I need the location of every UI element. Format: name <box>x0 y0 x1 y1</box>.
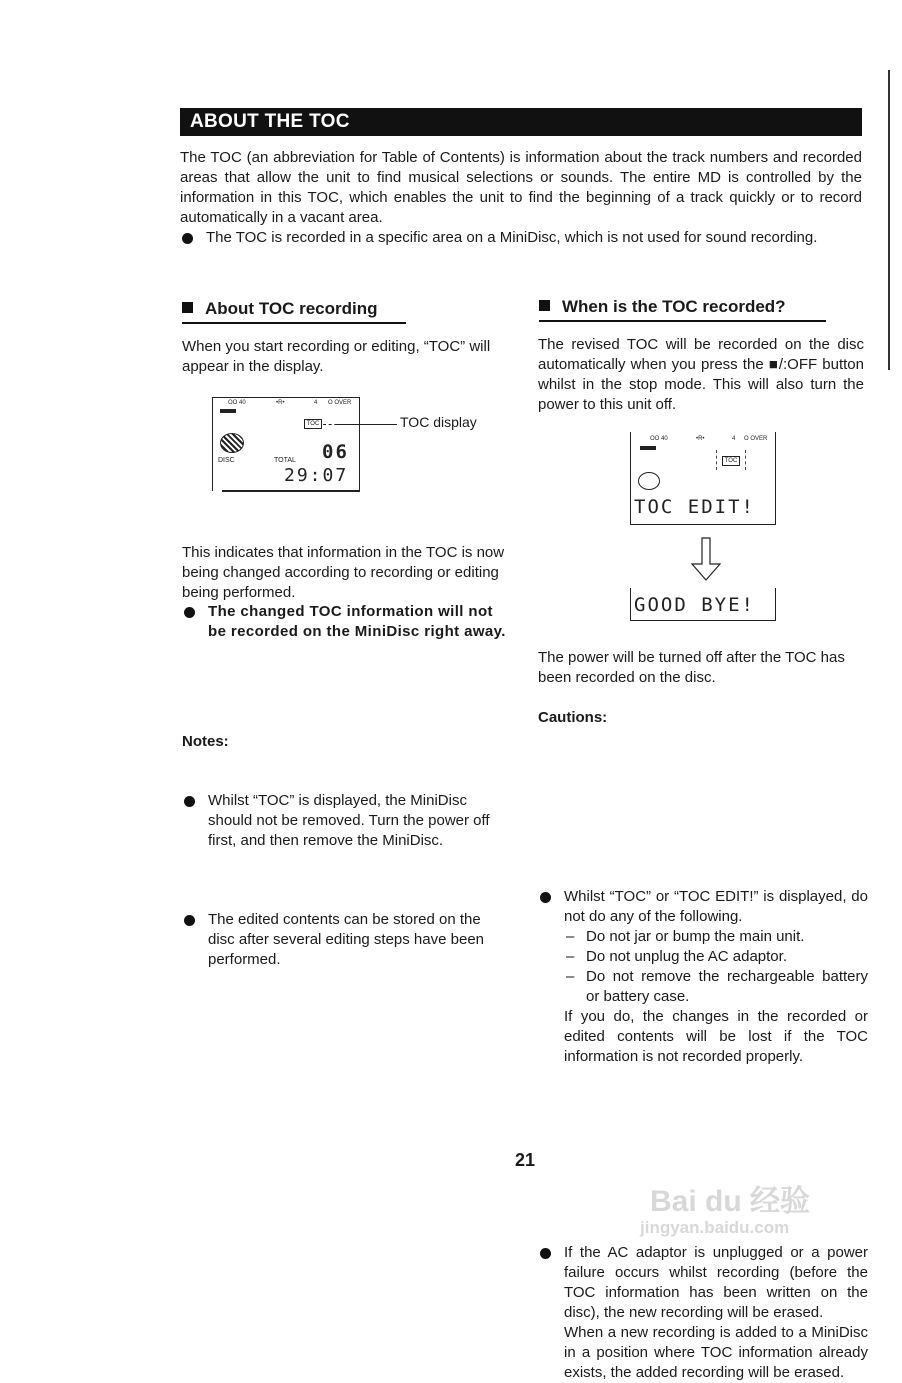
lcd-toc-tag-blinking: TOC <box>722 456 740 466</box>
right-heading-underline <box>539 320 826 322</box>
caution-item <box>538 1243 868 1383</box>
lcd-message: GOOD BYE! <box>634 594 755 616</box>
note-text: Whilst “TOC” is displayed, the MiniDisc should not be removed. Turn the power off first, and then remove the MiniDisc. <box>208 792 490 849</box>
intro-bullet <box>180 228 862 248</box>
lcd-top-num: 4 <box>314 400 318 406</box>
square-bullet-icon <box>539 300 550 311</box>
bullet-dot-icon <box>184 796 195 807</box>
square-bullet-icon <box>182 302 193 313</box>
bullet-dot-icon <box>540 1248 551 1259</box>
lcd-track-count: 06 <box>322 441 349 463</box>
blink-rays-icon <box>716 450 746 470</box>
lcd-top-num: 4 <box>732 436 736 442</box>
caution-dash-text: Do not jar or bump the main unit. <box>586 928 805 945</box>
lcd-top-left: OO 40 <box>650 436 668 442</box>
left-heading-underline <box>182 322 406 324</box>
scan-edge-line <box>888 70 890 370</box>
right-heading-text: When is the TOC recorded? <box>562 297 786 316</box>
lcd-disc-label: DISC <box>218 457 235 464</box>
watermark-logo: Bai du 经验 <box>650 1185 811 1218</box>
lcd-total-time: 29:07 <box>284 465 349 486</box>
power-text: The power will be turned off after the TOC has been recorded on the disc. <box>538 649 845 686</box>
toc-display-label: TOC display <box>400 414 477 430</box>
caution-dash-item: – Do not remove the rechargeable battery or battery case. <box>566 968 868 1005</box>
lcd-top-mid: •R• <box>696 436 705 442</box>
page-number: 21 <box>515 1150 536 1170</box>
intro-bullet-text: The TOC is recorded in a specific area on a MiniDisc, which is not used for sound recording. <box>206 229 818 246</box>
left-indicates-text: This indicates that information in the TOC is now being changed according to recording or editing being performed. <box>182 544 505 601</box>
note-item <box>182 791 510 851</box>
caution-dash-text: Do not remove the rechargeable battery or battery case. <box>586 968 868 1005</box>
caution-text: Whilst “TOC” or “TOC EDIT!” is displayed, do not do any of the following. <box>564 888 868 925</box>
lcd-top-left: OO 40 <box>228 400 246 406</box>
toc-display-figure <box>212 397 362 493</box>
bullet-dot-icon <box>184 607 195 618</box>
caution-followup-text: If you do, the changes in the recorded or edited contents will be lost if the TOC information is not recorded properly. <box>564 1008 868 1065</box>
bullet-dot-icon <box>540 892 551 903</box>
lcd-bottom-line <box>222 490 360 492</box>
caution-dash-item: – Do not jar or bump the main unit. <box>566 928 805 945</box>
intro-block <box>180 148 862 248</box>
lcd-total-label: TOTAL <box>274 457 296 464</box>
caution-item <box>538 887 868 1067</box>
notes-title: Notes: <box>182 733 229 750</box>
right-intro-text: The revised TOC will be recorded on the disc automatically when you press the ■/:OFF button whilst in the stop mode. This will also turn the power to this unit off. <box>538 336 864 413</box>
lcd-level-bar <box>640 446 656 450</box>
lcd-toc-tag: TOC <box>304 419 322 429</box>
note-text: The edited contents can be stored on the disc after several editing steps have been performed. <box>208 911 484 968</box>
caution-dash-text: Do not unplug the AC adaptor. <box>586 948 787 965</box>
lcd-top-mid: •R• <box>276 400 285 406</box>
left-heading <box>182 299 378 319</box>
right-heading <box>539 297 786 317</box>
toc-display-pointer <box>335 424 397 425</box>
watermark-url: jingyan.baidu.com <box>640 1218 790 1237</box>
left-bold-bullet <box>182 602 512 642</box>
cautions-title: Cautions: <box>538 709 608 726</box>
section-banner <box>180 108 862 136</box>
good-bye-display <box>630 588 778 624</box>
caution-followup-text: When a new recording is added to a MiniDisc in a position where TOC information already exists, the added recording will be erased. <box>564 1324 868 1381</box>
arrow-down-icon <box>690 536 724 582</box>
toc-edit-display <box>630 432 778 528</box>
bullet-dot-icon <box>182 233 193 244</box>
banner-title: ABOUT THE TOC <box>190 111 350 132</box>
left-heading-text: About TOC recording <box>205 299 378 318</box>
bullet-dot-icon <box>184 915 195 926</box>
lcd-level-bar <box>220 409 236 413</box>
disc-outline-icon <box>638 472 660 490</box>
left-intro-text: When you start recording or editing, “TOC” will appear in the display. <box>182 338 491 375</box>
intro-paragraph: The TOC (an abbreviation for Table of Contents) is information about the track numbers and recorded areas that allow the unit to find musical selections or sounds. The entire MD is controlled by the information in this TOC, which enables the unit to find the beginning of a track quickly or to record automatically in a vacant area. <box>180 149 862 226</box>
note-item <box>182 910 510 970</box>
caution-text: If the AC adaptor is unplugged or a power failure occurs whilst recording (before the TOC information has been written on the disc), the new recording will be erased. <box>564 1244 868 1321</box>
lcd-message: TOC EDIT! <box>634 496 755 518</box>
disc-icon <box>220 433 244 453</box>
lcd-top-right: O OVER <box>328 400 352 406</box>
caution-dash-item: – Do not unplug the AC adaptor. <box>566 948 787 965</box>
lcd-top-right: O OVER <box>744 436 768 442</box>
left-bold-bullet-text: The changed TOC information will not be recorded on the MiniDisc right away. <box>208 603 506 640</box>
